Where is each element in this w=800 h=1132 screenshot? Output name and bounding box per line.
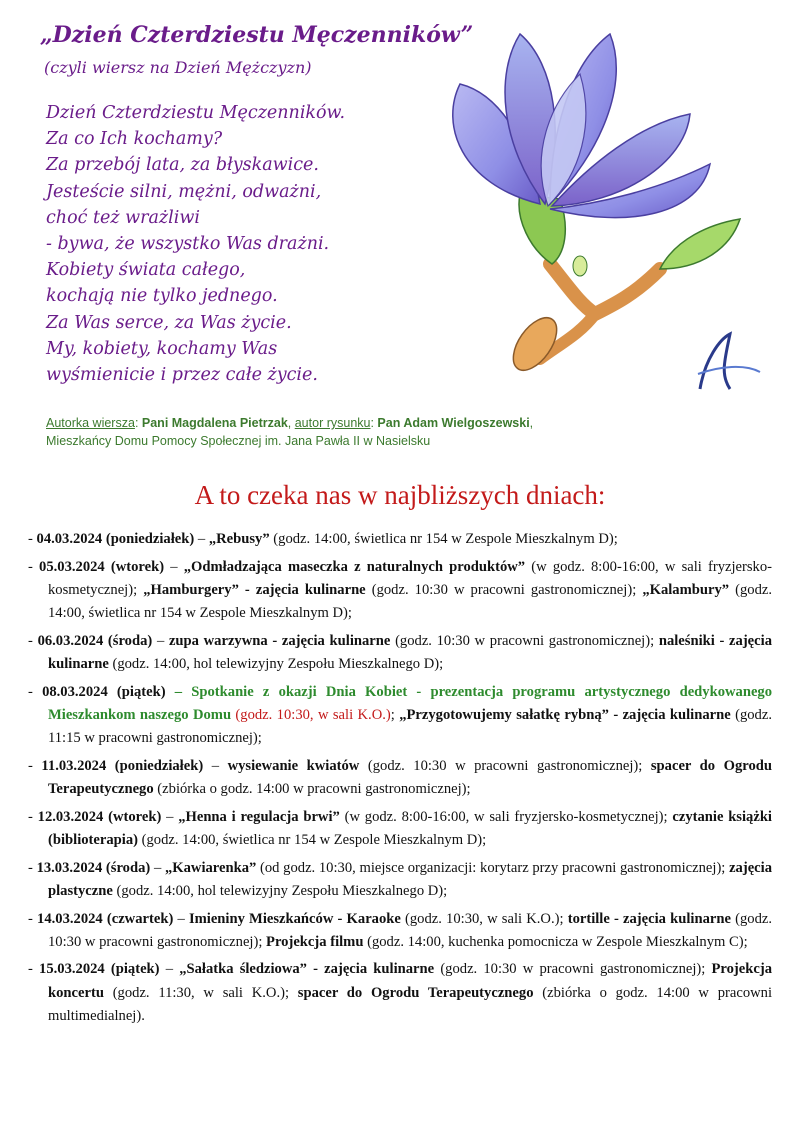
event-text: 14.03.2024 (czwartek) <box>37 910 174 927</box>
credits: Autorka wiersza: Pani Magdalena Pietrzak, autor rysunku: Pan Adam Wielgoszewski, Mieszkańcy Domu Pomocy Społecznej im. Jana Pawła II w Nasielsku <box>46 416 534 448</box>
event-text: „Kalambury” <box>642 581 730 598</box>
poem-line: - bywa, że wszystko Was drażni. <box>46 234 330 255</box>
event-text: (godz. 14:00, świetlica nr 154 w Zespole Mieszkalnym D); <box>138 831 487 848</box>
event-text: (godz. 10:30 w pracowni gastronomicznej); <box>390 632 659 649</box>
poem-line: My, kobiety, kochamy Was <box>46 338 278 359</box>
event-text: 08.03.2024 (piątek) <box>42 683 166 700</box>
event-text: 15.03.2024 (piątek) <box>39 961 160 978</box>
event-item <box>28 630 772 676</box>
event-text: (godz. 10:30, w sali K.O.); <box>400 910 568 927</box>
events-list <box>28 528 772 1033</box>
event-text: - <box>28 632 38 649</box>
magnolia-illustration <box>420 14 780 404</box>
event-text: spacer do Ogrodu Terapeutycznego <box>297 984 534 1001</box>
event-item <box>28 908 772 954</box>
event-text: 13.03.2024 (środa) <box>36 859 151 876</box>
poem-line: Dzień Czterdziestu Męczenników. <box>46 103 346 123</box>
event-text: „Przygotowujemy sałatkę rybną” - zajęcia kulinarne <box>399 706 731 723</box>
event-text: – <box>194 531 209 547</box>
event-text: (w godz. 8:00-16:00, w sali fryzjersko-kosmetycznej); <box>339 808 673 825</box>
event-text: (godz. 11:30, w sali K.O.); <box>103 984 298 1001</box>
event-text: (godz. 14:00, hol telewizyjny Zespołu Mieszkalnego D); <box>112 882 448 899</box>
event-item <box>28 681 772 751</box>
event-text: (godz. 10:30, w sali K.O.) <box>231 706 391 723</box>
author-name: Pani Magdalena Pietrzak <box>141 416 288 430</box>
poem-line: Za Was serce, za Was życie. <box>46 312 292 333</box>
event-text: – <box>165 683 192 700</box>
event-text: (godz. 10:30 w pracowni gastronomicznej); <box>359 757 651 774</box>
artist-label: autor rysunku <box>294 416 371 430</box>
leaf <box>660 219 740 269</box>
branch <box>550 264 660 314</box>
event-text: „Sałatka śledziowa” - zajęcia kulinarne <box>179 961 435 978</box>
event-text: – <box>159 961 180 978</box>
poem-subtitle: (czyli wiersz na Dzień Mężczyzn) <box>44 58 312 77</box>
event-text: - <box>28 757 42 774</box>
event-text: Projekcja koncertu <box>48 961 773 1001</box>
artist-signature <box>698 334 760 393</box>
event-text: tortille - zajęcia kulinarne <box>567 910 731 927</box>
event-text: - <box>28 961 40 978</box>
event-text: 11.03.2024 (poniedziałek) <box>41 757 204 774</box>
event-text: (godz. 11:15 w pracowni gastronomicznej); <box>48 706 772 747</box>
poem-line: wyśmienicie i przez całe życie. <box>46 365 318 386</box>
event-text: – <box>203 757 228 774</box>
residents-note: Mieszkańcy Domu Pomocy Społecznej im. Jana Pawła II w Nasielsku <box>46 434 431 448</box>
event-text: – <box>161 808 179 825</box>
event-item <box>28 528 772 551</box>
event-text: (w godz. 8:00-16:00, w sali fryzjersko-kosmetycznej); <box>48 558 773 598</box>
event-text: - <box>28 808 38 825</box>
event-text: naleśniki - zajęcia kulinarne <box>48 632 772 673</box>
events-heading: A to czeka nas w najbliższych dniach: <box>194 480 606 510</box>
event-text: Spotkanie z okazji Dnia Kobiet - prezentacja programu artystycznego dedykowanego Mieszkankom naszego Domu <box>48 683 773 723</box>
event-text: 06.03.2024 (środa) <box>37 632 153 649</box>
event-text: wysiewanie kwiatów <box>227 757 360 774</box>
artist-name: Pan Adam Wielgoszewski <box>377 416 530 430</box>
event-text: (zbiórka o godz. 14:00 w pracowni multimedialnej). <box>48 984 773 1024</box>
event-text: ; <box>390 706 400 723</box>
event-text: „Kawiarenka” <box>164 859 257 876</box>
event-text: (godz. 10:30 w pracowni gastronomicznej); <box>48 910 772 950</box>
event-text: 04.03.2024 (poniedziałek) <box>36 531 195 547</box>
poem-title: „Dzień Czterdziestu Męczenników” <box>40 22 474 48</box>
author-label: Autorka wiersza <box>46 416 135 430</box>
event-text: - <box>28 683 43 700</box>
poem-line: Jesteście silni, mężni, odważni, <box>46 181 322 202</box>
event-text: - <box>28 910 38 927</box>
event-text: – <box>152 632 169 649</box>
event-text: (zbiórka o godz. 14:00 w pracowni gastronomicznej); <box>153 781 471 798</box>
event-item <box>28 958 772 1028</box>
event-text: - <box>28 859 37 876</box>
event-text: „Odmładzająca maseczka z naturalnych produktów” <box>183 558 526 575</box>
event-text: (godz. 14:00, hol telewizyjny Zespołu Mieszkalnego D); <box>108 656 444 673</box>
poem-line: kochają nie tylko jednego. <box>46 286 278 307</box>
event-text: czytanie książki (biblioterapia) <box>48 808 772 848</box>
event-text: zajęcia plastyczne <box>48 859 773 899</box>
poem-line: Za co Ich kochamy? <box>46 129 223 150</box>
event-text: zupa warzywna - zajęcia kulinarne <box>168 632 391 649</box>
event-item <box>28 806 772 852</box>
event-text: – <box>150 859 165 876</box>
event-text: (godz. 10:30 w pracowni gastronomicznej); <box>434 961 712 978</box>
event-text: Projekcja filmu <box>266 933 364 950</box>
poem-line: Za przebój lata, za błyskawice. <box>46 155 319 176</box>
event-item <box>28 556 772 626</box>
event-text: Imieniny Mieszkańców - Karaoke <box>188 910 401 927</box>
event-text: - <box>28 558 40 575</box>
event-text: – <box>173 910 189 927</box>
event-text: (godz. 14:00, świetlica nr 154 w Zespole Mieszkalnym D); <box>48 581 773 622</box>
event-text: (od godz. 10:30, miejsce organizacji: korytarz przy pracowni gastronomicznej); <box>256 859 730 876</box>
event-text: – <box>164 558 184 575</box>
event-item <box>28 755 772 801</box>
event-text: spacer do Ogrodu Terapeutycznego <box>48 757 773 798</box>
event-text: „Henna i regulacja brwi” <box>178 808 340 825</box>
event-text: 12.03.2024 (wtorek) <box>37 808 162 825</box>
event-text: - <box>28 531 37 547</box>
event-text: (godz. 14:00, kuchenka pomocnicza w Zespole Mieszkalnym C); <box>363 933 748 950</box>
event-text: (godz. 10:30 w pracowni gastronomicznej); <box>365 581 643 598</box>
event-text: (godz. 14:00, świetlica nr 154 w Zespole Mieszkalnym D); <box>269 531 618 547</box>
poem-line: choć też wrażliwi <box>46 207 200 228</box>
poem-body <box>46 100 345 388</box>
event-text: 05.03.2024 (wtorek) <box>39 558 165 575</box>
event-item <box>28 857 772 903</box>
event-text: „Hamburgery” - zajęcia kulinarne <box>143 581 366 598</box>
poem-line: Kobiety świata całego, <box>46 260 246 281</box>
event-text: „Rebusy” <box>208 531 270 547</box>
